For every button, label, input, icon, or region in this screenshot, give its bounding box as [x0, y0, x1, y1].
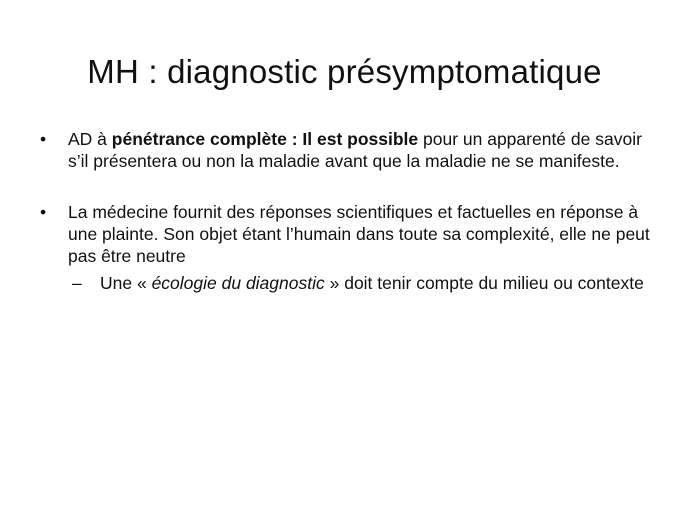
bullet-item [38, 128, 658, 172]
bullet-text-bold: pénétrance complète : Il est possible [111, 129, 419, 149]
bullet-marker: • [40, 129, 47, 149]
bullet-item [38, 201, 658, 267]
bullet-marker: • [40, 202, 47, 222]
sub-bullet-text-end: » doit tenir compte du milieu ou contexte [324, 273, 644, 293]
sub-bullet-text-start: Une « [100, 273, 152, 293]
slide-title: MH : diagnostic présymptomatique [87, 53, 602, 90]
sub-bullet-marker: – [72, 273, 82, 293]
sub-bullet-text-italic: écologie du diagnostic [151, 273, 325, 293]
bullet-text-start: AD à [68, 129, 112, 149]
bullet-text: La médecine fournit des réponses scientifiques et factuelles en réponse à une plainte. Son objet étant l’humain dans toute sa complexité, elle ne peut pas être neutre [68, 202, 650, 266]
sub-bullet-item [38, 272, 658, 294]
bullet-text-end: pour un apparenté de savoir s’il présentera ou non la maladie avant que la maladie ne se manifeste. [68, 129, 642, 171]
slide-body [38, 128, 658, 294]
